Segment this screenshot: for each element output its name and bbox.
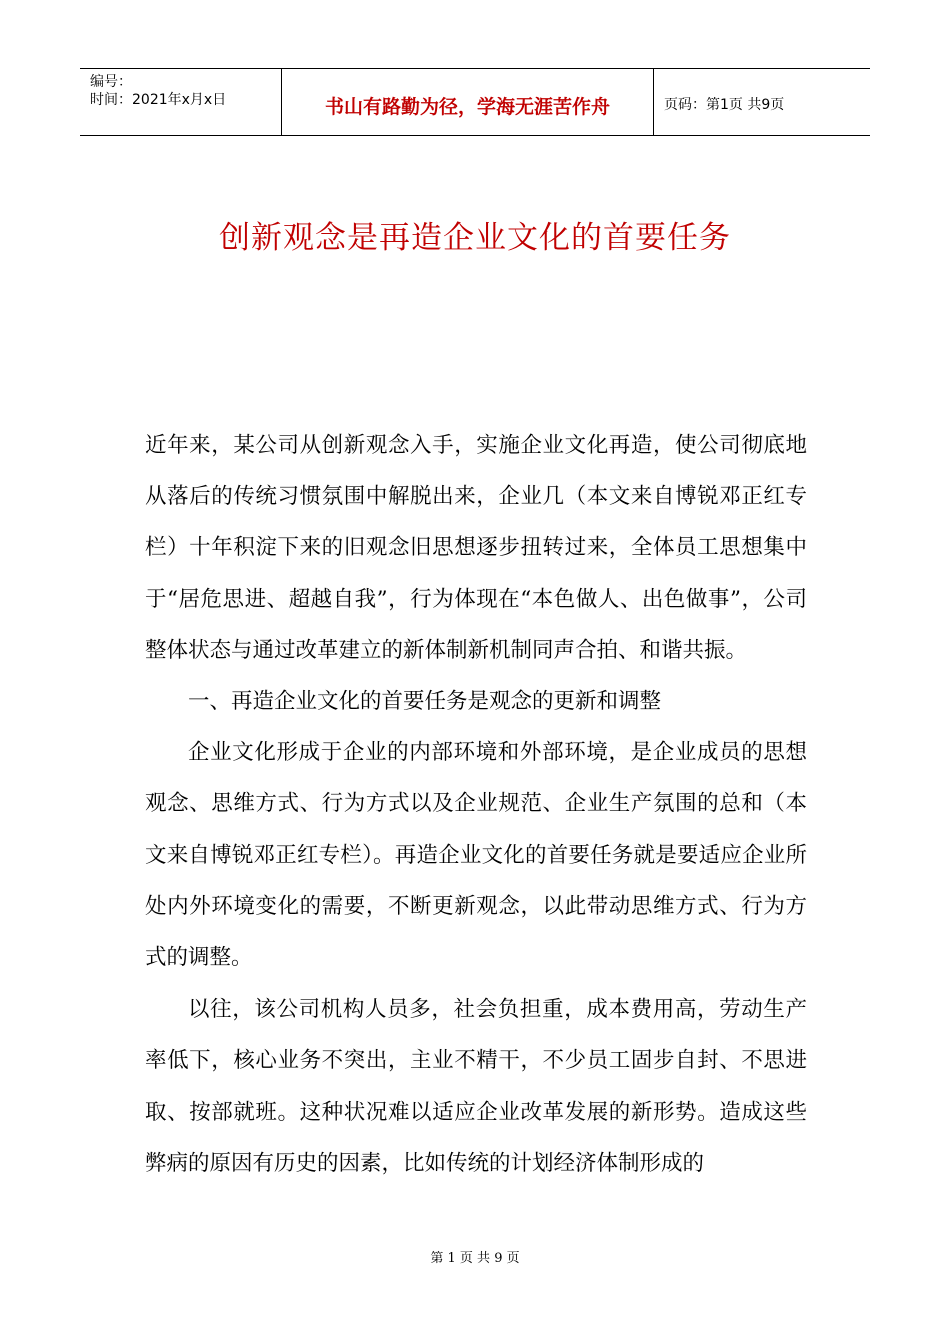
document-title: 创新观念是再造企业文化的首要任务 <box>219 220 731 256</box>
page-footer: 第 1 页 共 9 页 <box>430 1251 520 1266</box>
body-paragraph-3: 以往，该公司机构人员多，社会负担重，成本费用高，劳动生产率低下，核心业务不突出，主业不精干，不少员工固步自封、不思进取、按部就班。这种状况难以适应企业改革发展的新形势。造成这些弊病的原因有历史的因素，比如传统的计划经济体制形成的 <box>145 997 807 1176</box>
header-number-label: 编号： <box>90 74 132 90</box>
document-body <box>145 420 807 1189</box>
header-motto: 书山有路勤为径，学海无涯苦作舟 <box>324 95 610 118</box>
header-motto-cell <box>282 69 654 135</box>
header-page-cell <box>654 69 870 135</box>
header-meta-cell <box>80 69 282 135</box>
header-time-label: 时间：2021年x月x日 <box>90 92 227 108</box>
body-paragraph-2: 企业文化形成于企业的内部环境和外部环境，是企业成员的思想观念、思维方式、行为方式以及企业规范、企业生产氛围的总和（本文来自博锐邓正红专栏）。再造企业文化的首要任务就是要适应企业所处内外环境变化的需要，不断更新观念，以此带动思维方式、行为方式的调整。 <box>145 740 807 971</box>
header-page-info: 页码：第1页 共9页 <box>664 97 785 113</box>
body-paragraph-intro: 近年来，某公司从创新观念入手，实施企业文化再造，使公司彻底地从落后的传统习惯氛围中解脱出来，企业几（本文来自博锐邓正红专栏）十年积淀下来的旧观念旧思想逐步扭转过来，全体员工思想集中于“居危思进、超越自我”，行为体现在“本色做人、出色做事”，公司整体状态与通过改革建立的新体制新机制同声合拍、和谐共振。 <box>145 433 807 663</box>
section-heading-1: 一、再造企业文化的首要任务是观念的更新和调整 <box>188 689 662 715</box>
document-header-table <box>80 68 870 136</box>
